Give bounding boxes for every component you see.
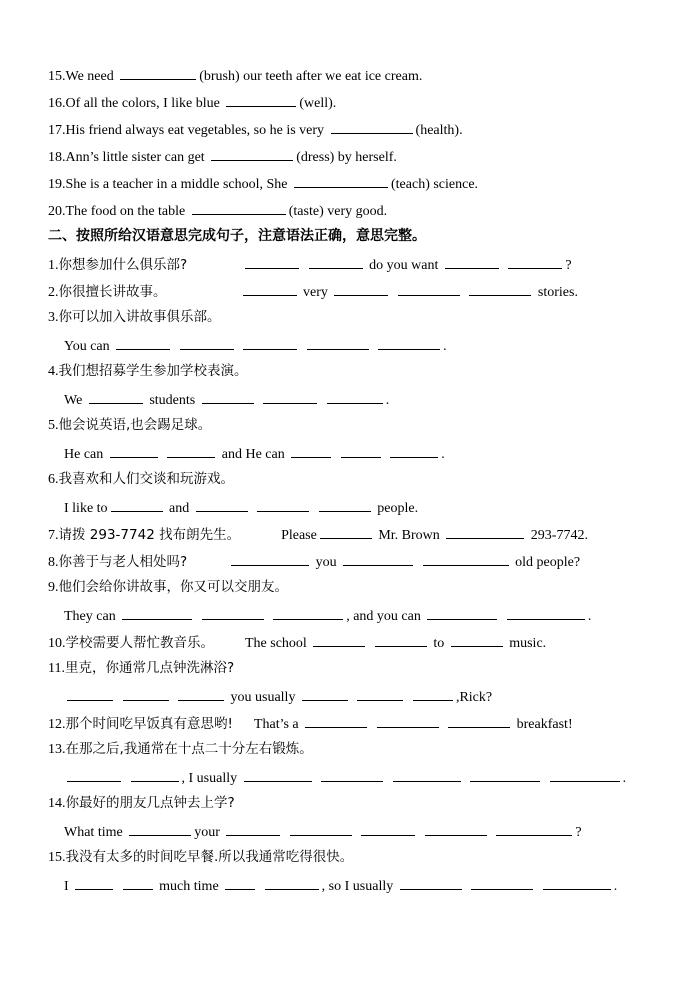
answer-blank[interactable] xyxy=(343,551,413,566)
answer-line-2-6: I like to and people. xyxy=(64,497,418,518)
answer-blank[interactable] xyxy=(413,686,453,701)
answer-blank[interactable] xyxy=(243,335,297,350)
answer-blank[interactable] xyxy=(196,497,248,512)
answer-line-2-14: What time your ? xyxy=(64,821,582,842)
answer-blank[interactable] xyxy=(448,713,510,728)
answer-blank[interactable] xyxy=(257,497,309,512)
question-2-9: 9.他们会给你讲故事，你又可以交朋友。 xyxy=(48,579,288,595)
answer-blank[interactable] xyxy=(116,335,170,350)
answer-line-2-13: , I usually . xyxy=(64,767,626,788)
answer-blank[interactable] xyxy=(327,389,383,404)
answer-blank[interactable] xyxy=(67,686,113,701)
answer-blank[interactable] xyxy=(550,767,620,782)
answer-blank[interactable] xyxy=(543,875,611,890)
answer-blank[interactable] xyxy=(302,686,348,701)
answer-blank[interactable] xyxy=(263,389,317,404)
question-2-2: 2.你很擅长讲故事。 very stories. xyxy=(48,281,578,302)
question-20: 20.The food on the table (taste) very good. xyxy=(48,200,387,221)
answer-blank[interactable] xyxy=(390,443,438,458)
question-2-12: 12.那个时间吃早饭真有意思哟! That’s a breakfast! xyxy=(48,713,573,734)
answer-blank[interactable] xyxy=(446,524,524,539)
answer-blank[interactable] xyxy=(309,254,363,269)
question-2-6: 6.我喜欢和人们交谈和玩游戏。 xyxy=(48,471,234,487)
section-heading: 二、按照所给汉语意思完成句子，注意语法正确，意思完整。 xyxy=(48,228,426,244)
answer-blank[interactable] xyxy=(305,713,367,728)
answer-blank[interactable] xyxy=(469,281,531,296)
question-2-8: 8.你善于与老人相处吗? you old people? xyxy=(48,551,580,572)
answer-blank[interactable] xyxy=(321,767,383,782)
question-17: 17.His friend always eat vegetables, so he is very (health). xyxy=(48,119,463,140)
answer-blank[interactable] xyxy=(244,767,312,782)
answer-blank[interactable] xyxy=(202,605,264,620)
answer-blank[interactable] xyxy=(273,605,343,620)
answer-blank[interactable] xyxy=(471,875,533,890)
answer-blank[interactable] xyxy=(313,632,365,647)
answer-blank[interactable] xyxy=(377,713,439,728)
answer-blank[interactable] xyxy=(202,389,254,404)
answer-blank[interactable] xyxy=(225,875,255,890)
answer-blank[interactable] xyxy=(423,551,509,566)
answer-line-2-5: He can and He can . xyxy=(64,443,445,464)
answer-blank[interactable] xyxy=(122,605,192,620)
answer-blank[interactable] xyxy=(445,254,499,269)
answer-blank[interactable] xyxy=(89,389,143,404)
answer-blank[interactable] xyxy=(245,254,299,269)
answer-blank[interactable] xyxy=(307,335,369,350)
question-2-4: 4.我们想招募学生参加学校表演。 xyxy=(48,363,248,379)
answer-blank[interactable] xyxy=(375,632,427,647)
answer-blank[interactable] xyxy=(123,686,169,701)
answer-blank[interactable] xyxy=(129,821,191,836)
answer-blank[interactable] xyxy=(110,443,158,458)
answer-line-2-15: I much time , so I usually . xyxy=(64,875,617,896)
answer-blank[interactable] xyxy=(331,119,413,134)
answer-blank[interactable] xyxy=(226,821,280,836)
answer-line-2-4: We students . xyxy=(64,389,389,410)
question-16: 16.Of all the colors, I like blue (well). xyxy=(48,92,336,113)
answer-blank[interactable] xyxy=(341,443,381,458)
question-18: 18.Ann’s little sister can get (dress) by herself. xyxy=(48,146,397,167)
answer-blank[interactable] xyxy=(243,281,297,296)
answer-blank[interactable] xyxy=(294,173,388,188)
answer-line-2-3: You can . xyxy=(64,335,447,356)
answer-blank[interactable] xyxy=(291,443,331,458)
answer-blank[interactable] xyxy=(427,605,497,620)
answer-blank[interactable] xyxy=(451,632,503,647)
answer-blank[interactable] xyxy=(320,524,372,539)
question-2-5: 5.他会说英语,也会踢足球。 xyxy=(48,417,212,433)
answer-blank[interactable] xyxy=(398,281,460,296)
answer-line-2-9: They can , and you can . xyxy=(64,605,591,626)
answer-blank[interactable] xyxy=(319,497,371,512)
answer-blank[interactable] xyxy=(508,254,562,269)
answer-blank[interactable] xyxy=(123,875,153,890)
question-19: 19.She is a teacher in a middle school, She (teach) science. xyxy=(48,173,478,194)
answer-blank[interactable] xyxy=(425,821,487,836)
question-2-13: 13.在那之后,我通常在十点二十分左右锻炼。 xyxy=(48,741,313,757)
answer-blank[interactable] xyxy=(131,767,179,782)
answer-blank[interactable] xyxy=(378,335,440,350)
question-2-3: 3.你可以加入讲故事俱乐部。 xyxy=(48,309,221,325)
answer-blank[interactable] xyxy=(334,281,388,296)
answer-blank[interactable] xyxy=(211,146,293,161)
answer-blank[interactable] xyxy=(226,92,296,107)
answer-blank[interactable] xyxy=(290,821,352,836)
answer-line-2-11: you usually ,Rick? xyxy=(64,686,492,707)
answer-blank[interactable] xyxy=(231,551,309,566)
question-2-10: 10.学校需要人帮忙教音乐。 The school to music. xyxy=(48,632,546,653)
answer-blank[interactable] xyxy=(111,497,163,512)
question-2-1: 1.你想参加什么俱乐部? do you want ? xyxy=(48,254,572,275)
answer-blank[interactable] xyxy=(357,686,403,701)
answer-blank[interactable] xyxy=(496,821,572,836)
answer-blank[interactable] xyxy=(361,821,415,836)
answer-blank[interactable] xyxy=(120,65,196,80)
answer-blank[interactable] xyxy=(180,335,234,350)
question-2-7: 7.请拨 293-7742 找布朗先生。 Please Mr. Brown 293-7742. xyxy=(48,524,588,545)
answer-blank[interactable] xyxy=(393,767,461,782)
answer-blank[interactable] xyxy=(67,767,121,782)
question-2-14: 14.你最好的朋友几点钟去上学? xyxy=(48,795,235,811)
answer-blank[interactable] xyxy=(75,875,113,890)
answer-blank[interactable] xyxy=(178,686,224,701)
answer-blank[interactable] xyxy=(265,875,319,890)
answer-blank[interactable] xyxy=(167,443,215,458)
answer-blank[interactable] xyxy=(470,767,540,782)
question-15: 15.We need (brush) our teeth after we eat ice cream. xyxy=(48,65,422,86)
answer-blank[interactable] xyxy=(507,605,585,620)
question-2-15: 15.我没有太多的时间吃早餐.所以我通常吃得很快。 xyxy=(48,849,354,865)
question-2-11: 11.里克，你通常几点钟洗淋浴? xyxy=(48,660,235,676)
answer-blank[interactable] xyxy=(400,875,462,890)
answer-blank[interactable] xyxy=(192,200,286,215)
